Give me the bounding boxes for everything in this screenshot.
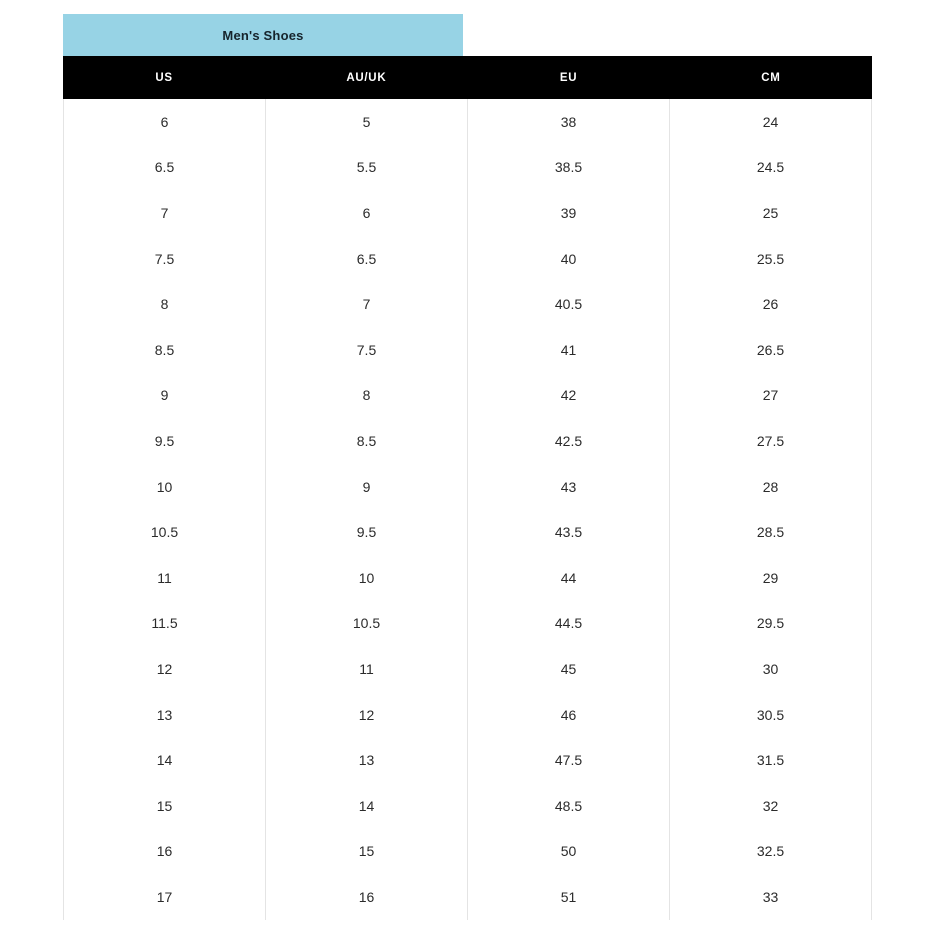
table-cell: 9.5 [265,509,467,555]
table-cell: 29.5 [669,601,872,647]
tab-label: Men's Shoes [222,27,304,43]
table-row [63,418,872,464]
table-cell: 24 [669,99,872,145]
table-cell: 42.5 [467,418,669,464]
table-cell: 29 [669,555,872,601]
table-header-row [63,56,872,99]
table-cell: 11.5 [63,601,265,647]
table-cell: 8 [63,281,265,327]
tab-mens-shoes[interactable] [63,14,463,56]
table-row [63,327,872,373]
table-row [63,373,872,419]
column-header-au-uk: AU/UK [346,71,387,84]
table-cell: 32.5 [669,829,872,875]
table-cell: 14 [63,737,265,783]
table-cell: 41 [467,327,669,373]
table-cell: 11 [265,646,467,692]
table-row [63,874,872,920]
table-cell: 46 [467,692,669,738]
table-cell: 11 [63,555,265,601]
table-cell: 9 [63,373,265,419]
table-row [63,145,872,191]
table-cell: 45 [467,646,669,692]
table-cell: 47.5 [467,737,669,783]
table-cell: 14 [265,783,467,829]
table-row [63,692,872,738]
table-row [63,783,872,829]
size-conversion-table [63,56,872,920]
table-cell: 44 [467,555,669,601]
table-cell: 6 [265,190,467,236]
table-row [63,555,872,601]
table-cell: 50 [467,829,669,875]
table-cell: 16 [265,874,467,920]
table-cell: 42 [467,373,669,419]
table-cell: 10 [63,464,265,510]
table-cell: 9.5 [63,418,265,464]
table-cell: 43 [467,464,669,510]
table-cell: 44.5 [467,601,669,647]
table-cell: 28 [669,464,872,510]
table-cell: 7.5 [63,236,265,282]
table-cell: 10.5 [265,601,467,647]
table-row [63,99,872,145]
table-cell: 6.5 [265,236,467,282]
table-cell: 51 [467,874,669,920]
column-header-eu: EU [559,71,578,84]
table-cell: 28.5 [669,509,872,555]
table-cell: 12 [63,646,265,692]
table-cell: 39 [467,190,669,236]
table-cell: 38.5 [467,145,669,191]
table-body [63,99,872,920]
table-cell: 7.5 [265,327,467,373]
table-cell: 8 [265,373,467,419]
table-cell: 31.5 [669,737,872,783]
table-cell: 13 [63,692,265,738]
table-cell: 32 [669,783,872,829]
table-cell: 7 [63,190,265,236]
table-cell: 12 [265,692,467,738]
column-header-us: US [155,71,173,84]
table-cell: 38 [467,99,669,145]
table-cell: 40.5 [467,281,669,327]
table-cell: 48.5 [467,783,669,829]
table-row [63,281,872,327]
table-row [63,646,872,692]
table-cell: 26 [669,281,872,327]
table-cell: 25.5 [669,236,872,282]
table-cell: 43.5 [467,509,669,555]
table-cell: 9 [265,464,467,510]
table-cell: 8.5 [63,327,265,373]
table-cell: 16 [63,829,265,875]
table-row [63,236,872,282]
table-cell: 10 [265,555,467,601]
table-cell: 5.5 [265,145,467,191]
table-cell: 7 [265,281,467,327]
table-row [63,601,872,647]
table-cell: 40 [467,236,669,282]
table-row [63,737,872,783]
table-row [63,190,872,236]
table-cell: 27 [669,373,872,419]
table-cell: 6 [63,99,265,145]
table-cell: 30.5 [669,692,872,738]
table-row [63,509,872,555]
table-cell: 33 [669,874,872,920]
table-cell: 15 [265,829,467,875]
table-cell: 13 [265,737,467,783]
table-cell: 26.5 [669,327,872,373]
table-cell: 17 [63,874,265,920]
column-header-cm: CM [761,71,781,84]
table-cell: 8.5 [265,418,467,464]
table-row [63,464,872,510]
table-cell: 27.5 [669,418,872,464]
table-row [63,829,872,875]
table-cell: 15 [63,783,265,829]
table-cell: 5 [265,99,467,145]
table-cell: 25 [669,190,872,236]
table-cell: 24.5 [669,145,872,191]
table-cell: 6.5 [63,145,265,191]
table-cell: 10.5 [63,509,265,555]
table-cell: 30 [669,646,872,692]
